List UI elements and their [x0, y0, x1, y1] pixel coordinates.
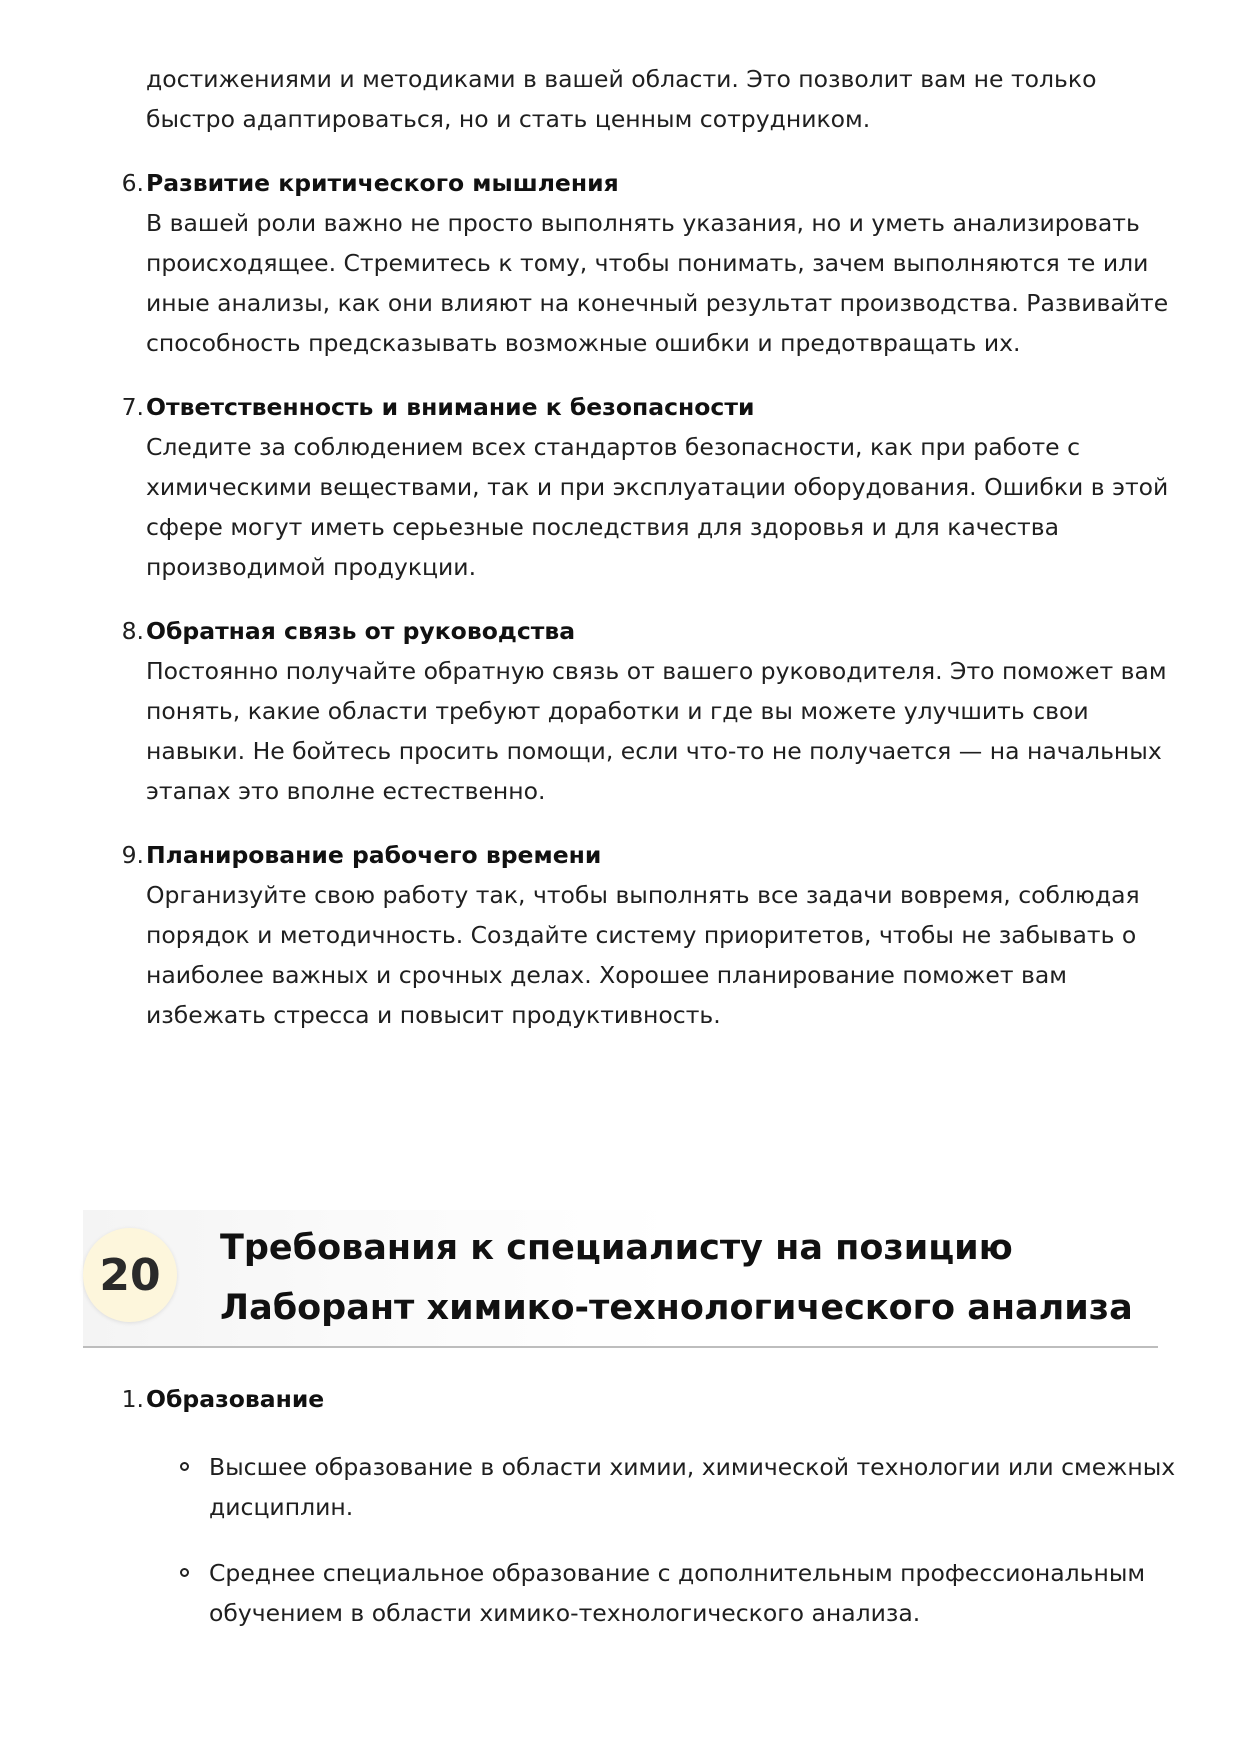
- list-item-title: Образование: [146, 1385, 325, 1413]
- list-item-body: Следите за соблюдением всех стандартов безопасности, как при работе с химическими веществами, так и при эксплуатации оборудования. Ошибки в этой сфере могут иметь серьезные последствия для здоровья и для качества производимой продукции.: [146, 433, 1169, 581]
- list-item-title: Планирование рабочего времени: [146, 841, 602, 869]
- list-item-number: 1.: [121, 1385, 144, 1413]
- sub-list-item: [146, 1447, 1176, 1527]
- list-item: [121, 611, 1176, 811]
- section-number-badge: 20: [83, 1228, 177, 1322]
- intro-paragraph: достижениями и методиками в вашей области. Это позволит вам не только быстро адаптироваться, но и стать ценным сотрудником.: [146, 65, 1097, 133]
- list-item-title: Ответственность и внимание к безопасности: [146, 393, 755, 421]
- list-item: [121, 835, 1176, 1035]
- sub-list: [146, 1447, 1176, 1633]
- requirements-list: [121, 1379, 1176, 1659]
- list-item-title: Развитие критического мышления: [146, 169, 619, 197]
- list-item-body: В вашей роли важно не просто выполнять указания, но и уметь анализировать происходящее. Стремитесь к тому, чтобы понимать, зачем выполняются те или иные анализы, как они влияют на конечный результат производства. Развивайте способность предсказывать возможные ошибки и предотвращать их.: [146, 209, 1169, 357]
- list-item-title: Обратная связь от руководства: [146, 617, 576, 645]
- sub-list-item-text: Высшее образование в области химии, химической технологии или смежных дисциплин.: [209, 1453, 1176, 1521]
- circle-bullet-icon: [180, 1568, 189, 1577]
- list-item-number: 6.: [121, 169, 144, 197]
- list-item: [121, 163, 1176, 363]
- circle-bullet-icon: [180, 1462, 189, 1471]
- sub-list-item: [146, 1553, 1176, 1633]
- list-item-number: 7.: [121, 393, 144, 421]
- section-title: Требования к специалисту на позицию Лаборант химико-технологического анализа: [220, 1228, 1133, 1328]
- list-item: [121, 387, 1176, 587]
- list-item-body: Организуйте свою работу так, чтобы выполнять все задачи вовремя, соблюдая порядок и методичность. Создайте систему приоритетов, чтобы не забывать о наиболее важных и срочных делах. Хорошее планирование поможет вам избежать стресса и повысит продуктивность.: [146, 881, 1140, 1029]
- sub-list-item-text: Среднее специальное образование с дополнительным профессиональным обучением в области химико-технологического анализа.: [209, 1559, 1146, 1627]
- list-item-number: 9.: [121, 841, 144, 869]
- list-item-body: Постоянно получайте обратную связь от вашего руководителя. Это поможет вам понять, какие области требуют доработки и где вы можете улучшить свои навыки. Не бойтесь просить помощи, если что-то не получается — на начальных этапах это вполне естественно.: [146, 657, 1167, 805]
- tips-list: [121, 163, 1176, 1059]
- list-item-number: 8.: [121, 617, 144, 645]
- list-item: [121, 1379, 1176, 1633]
- section-header: [83, 1210, 1158, 1348]
